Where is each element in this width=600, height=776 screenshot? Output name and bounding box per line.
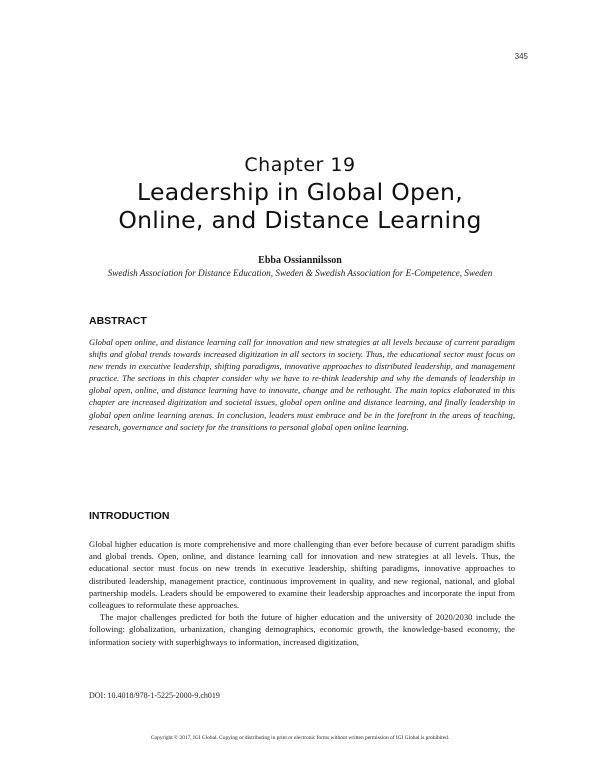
page-number: 345 (514, 52, 528, 61)
chapter-title-line-2: Online, and Distance Learning (118, 206, 482, 234)
chapter-label: Chapter 19 (244, 154, 356, 176)
author-affiliation: Swedish Association for Distance Education, Sweden & Swedish Association for E-Competence, Sweden (107, 268, 493, 278)
copyright-notice: Copyright © 2017, IGI Global. Copying or distributing in print or electronic forms without written permission of IGI Global is prohibited. (150, 735, 450, 741)
doi-text: DOI: 10.4018/978-1-5225-2000-9.ch019 (89, 691, 220, 700)
abstract-heading: ABSTRACT (89, 315, 147, 327)
author-name: Ebba Ossiannilsson (258, 255, 342, 266)
introduction-heading: INTRODUCTION (89, 510, 170, 522)
introduction-paragraph-2: The major challenges predicted for both the future of higher education and the university of 2020/2030 include the following: globalization, urbanization, changing demographics, economic growth, the knowledge-based economy, the information society with superhighways to information, increased digitization, (89, 612, 515, 647)
introduction-paragraph-1: Global higher education is more comprehensive and more challenging than ever before because of current paradigm shifts and global trends. Open, online, and distance learning call for innovation and new strategies at all levels. Thus, the educational sector must focus on new trends in executive leadership, shifting paradigms, innovative approaches to distributed leadership, management practice, continuous improvement in quality, and new regional, national, and global partnership models. Leaders should be empowered to examine their leadership approaches and incorporate the input from colleagues to reformulate these approaches. (89, 539, 515, 611)
abstract-text: Global open online, and distance learning call for innovation and new strategies at all levels because of current paradigm shifts and global trends towards increased digitization in all sectors in society. Thus, the educational sector must focus on new trends in executive leadership, shifting paradigms, innovative approaches to distributed leadership, and management practice. The sections in this chapter consider why we have to re-think leadership and why the demands of leadership in global open, online, and distance learning have to innovate, change and be rethought. The main topics elaborated in this chapter are increased digitization and societal issues, global open online and distance learning, and finally leadership in global open online learning arenas. In conclusion, leaders must embrace and be in the forefront in the areas of teaching, research, governance and society for the transitions to personal global open online learning. (89, 337, 515, 432)
chapter-title-line-1: Leadership in Global Open, (137, 178, 463, 206)
chapter-title (40, 178, 560, 234)
introduction-body (89, 538, 515, 648)
